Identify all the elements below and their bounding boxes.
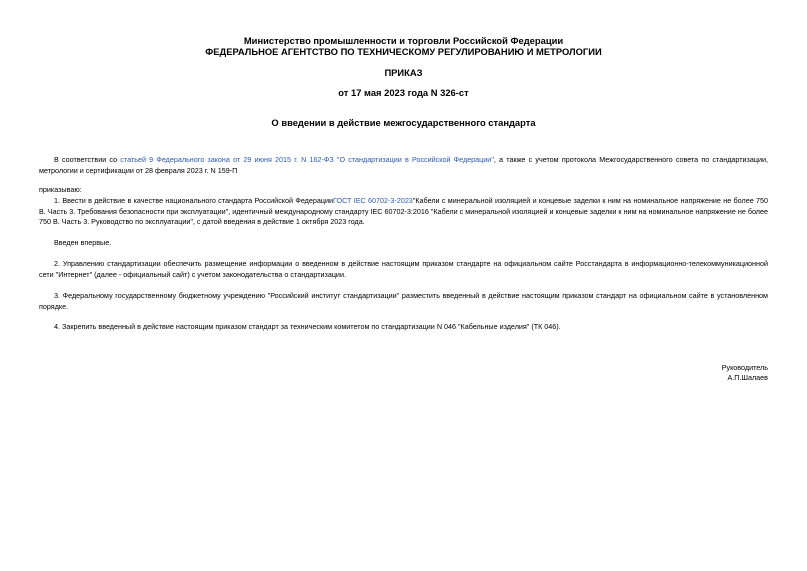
gost-link[interactable]: ГОСТ IEC 60702-3-2023 [333,196,413,205]
ministry-heading: Министерство промышленности и торговли Российской Федерации [243,35,564,46]
intro-text-after: , а также с учетом протокола Межгосударственного совета по стандартизации, метрологии и сертификации от 28 февраля 2023 г. N 159-П [39,155,768,175]
prikazyvayu-text: приказываю: [39,185,82,194]
item-2-paragraph: 2. Управлению стандартизации обеспечить размещение информации о введенном в действие настоящим приказом стандарте на официальном сайте Росстандарта в информационно-телекоммуникационной сети "Интернет" (далее - официальный сайт) с учетом законодательства о стандартизации. [39,259,768,279]
agency-heading: ФЕДЕРАЛЬНОЕ АГЕНТСТВО ПО ТЕХНИЧЕСКОМУ РЕГУЛИРОВАНИЮ И МЕТРОЛОГИИ [205,46,602,57]
item-4-paragraph: 4. Закрепить введенный в действие настоящим приказом стандарт за техническим комитетом по стандартизации N 046 "Кабельные изделия" (ТК 046). [54,322,561,331]
signature-role: Руководитель [721,363,768,372]
law-link[interactable]: статьей 9 Федерального закона от 29 июня 2015 г. N 162-ФЗ "О стандартизации в Российской Федерации" [120,155,494,164]
introduced-first-note: Введен впервые. [54,238,112,247]
item-1-paragraph [39,196,768,228]
signature-name: А.П.Шалаев [727,373,768,382]
item-1-text-after: "Кабели с минеральной изоляцией и концевые заделки к ним на номинальное напряжение не более 750 В. Часть 3. Требования безопасности при эксплуатации", идентичный международному стандарту IEC 60702-3:2016 "Кабели с минеральной изоляцией и концевые заделки к ним на номинальное напряжение не более 750 В. Часть 3. Руководство по эксплуатации", с датой введения в действие 1 октября 2023 года. [39,196,769,226]
item-3-paragraph: 3. Федеральному государственному бюджетному учреждению "Российский институт стандартизации" разместить введенный в действие настоящим приказом стандарт на официальном сайте в установленном порядке. [39,291,768,311]
intro-text-before: В соответствии со [54,155,121,164]
document-title: О введении в действие межгосударственного стандарта [271,117,536,128]
item-1-text-before: 1. Ввести в действие в качестве национального стандарта Российской Федерации [54,196,333,205]
intro-paragraph [39,155,768,176]
order-date-number: от 17 мая 2023 года N 326-ст [338,87,469,98]
order-heading: ПРИКАЗ [384,67,423,78]
